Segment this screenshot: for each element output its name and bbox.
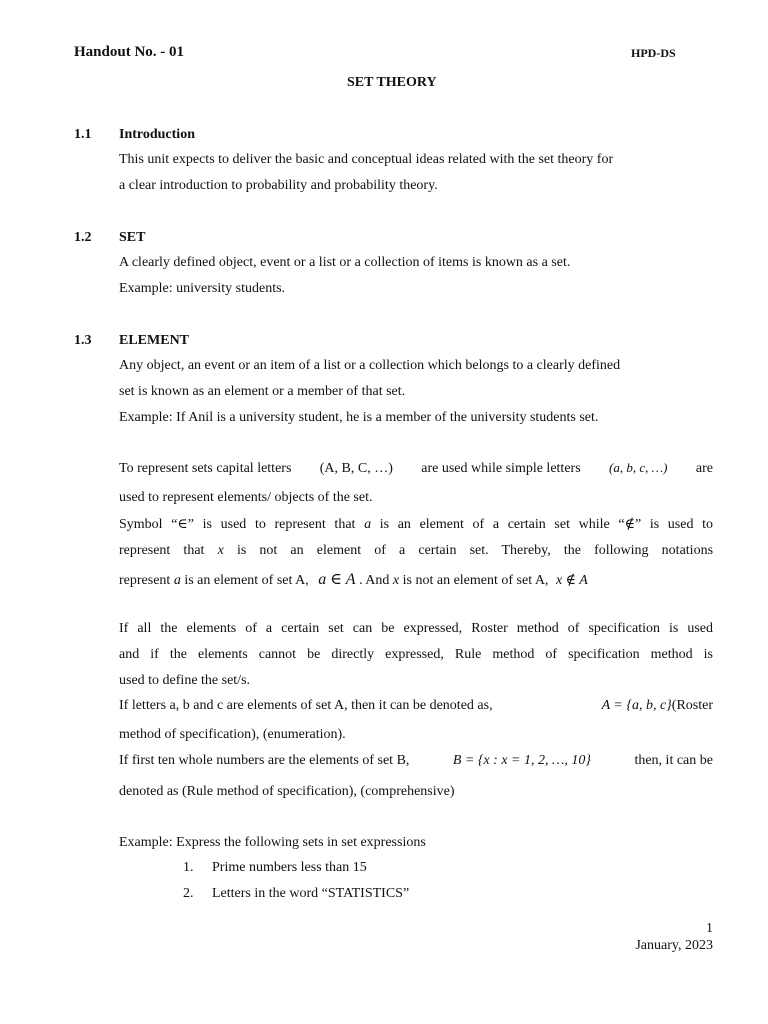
- element-of-notation: a ∈ A: [318, 571, 356, 588]
- paragraph-line: set is known as an element or a member of that set.: [119, 384, 406, 399]
- section-number-1-1: 1.1: [74, 127, 92, 142]
- section-heading-set: SET: [119, 230, 146, 245]
- methods-line-3: used to define the set/s.: [119, 673, 251, 688]
- methods-line-7: denoted as (Rule method of specification), (comprehensive): [119, 784, 455, 799]
- section-number-1-2: 1.2: [74, 230, 92, 245]
- example-intro: Example: Express the following sets in set expressions: [119, 835, 426, 850]
- section-body-element: [119, 353, 713, 431]
- section-body-introduction: [119, 147, 713, 199]
- represent-line-4: represent that x is not an element of a certain set. Thereby, the following notations: [119, 543, 714, 558]
- roster-notation: A = {a, b, c}: [601, 698, 672, 713]
- page-number: 1: [706, 921, 713, 936]
- paragraph-line: a clear introduction to probability and probability theory.: [119, 178, 438, 193]
- methods-line-4: If letters a, b and c are elements of set A, then it can be denoted as, A = {a, b, c}(Roster: [119, 698, 713, 713]
- paragraph-line: Example: If Anil is a university student, he is a member of the university students set.: [119, 410, 599, 425]
- section-heading-element: ELEMENT: [119, 333, 190, 348]
- footer-date: January, 2023: [635, 938, 713, 953]
- example-list: [183, 855, 409, 907]
- capital-letters-notation: (A, B, C, …): [319, 461, 393, 476]
- represent-line-3: Symbol “∈” is used to represent that a is an element of a certain set while “∉” is used to: [119, 517, 714, 532]
- represent-line-2: used to represent elements/ objects of the set.: [119, 490, 373, 505]
- paragraph-line: A clearly defined object, event or a list or a collection of items is known as a set.: [119, 255, 571, 270]
- methods-line-6: If first ten whole numbers are the elements of set B, B = {x : x = 1, 2, …, 10} then, it can be: [119, 753, 713, 768]
- methods-line-5: method of specification), (enumeration).: [119, 727, 346, 742]
- list-item: 2. Letters in the word “STATISTICS”: [183, 886, 410, 901]
- page-title: SET THEORY: [347, 75, 437, 90]
- not-element-of-notation: x ∉ A: [555, 573, 588, 588]
- handout-number: Handout No. - 01: [74, 44, 185, 60]
- methods-line-2: and if the elements cannot be directly expressed, Rule method of specification method is: [119, 647, 713, 662]
- list-item: 1. Prime numbers less than 15: [183, 860, 367, 875]
- paragraph-line: This unit expects to deliver the basic and conceptual ideas related with the set theory for: [119, 152, 614, 167]
- course-code: HPD-DS: [631, 46, 676, 60]
- section-heading-introduction: Introduction: [119, 127, 195, 142]
- section-body-set: [119, 250, 713, 302]
- simple-letters-notation: (a, b, c, …): [609, 460, 668, 475]
- section-number-1-3: 1.3: [74, 333, 92, 348]
- paragraph-line: Example: university students.: [119, 281, 286, 296]
- rule-notation: B = {x : x = 1, 2, …, 10}: [452, 753, 592, 768]
- methods-line-1: If all the elements of a certain set can be expressed, Roster method of specification is used: [119, 621, 713, 636]
- represent-line-5: represent a is an element of set A, a ∈ A . And x is not an element of set A, x ∉ A: [119, 571, 588, 588]
- represent-line-1: To represent sets capital letters (A, B, C, …) are used while simple letters (a, b, c, …) are: [119, 460, 713, 476]
- paragraph-line: Any object, an event or an item of a list or a collection which belongs to a clearly defined: [119, 358, 621, 373]
